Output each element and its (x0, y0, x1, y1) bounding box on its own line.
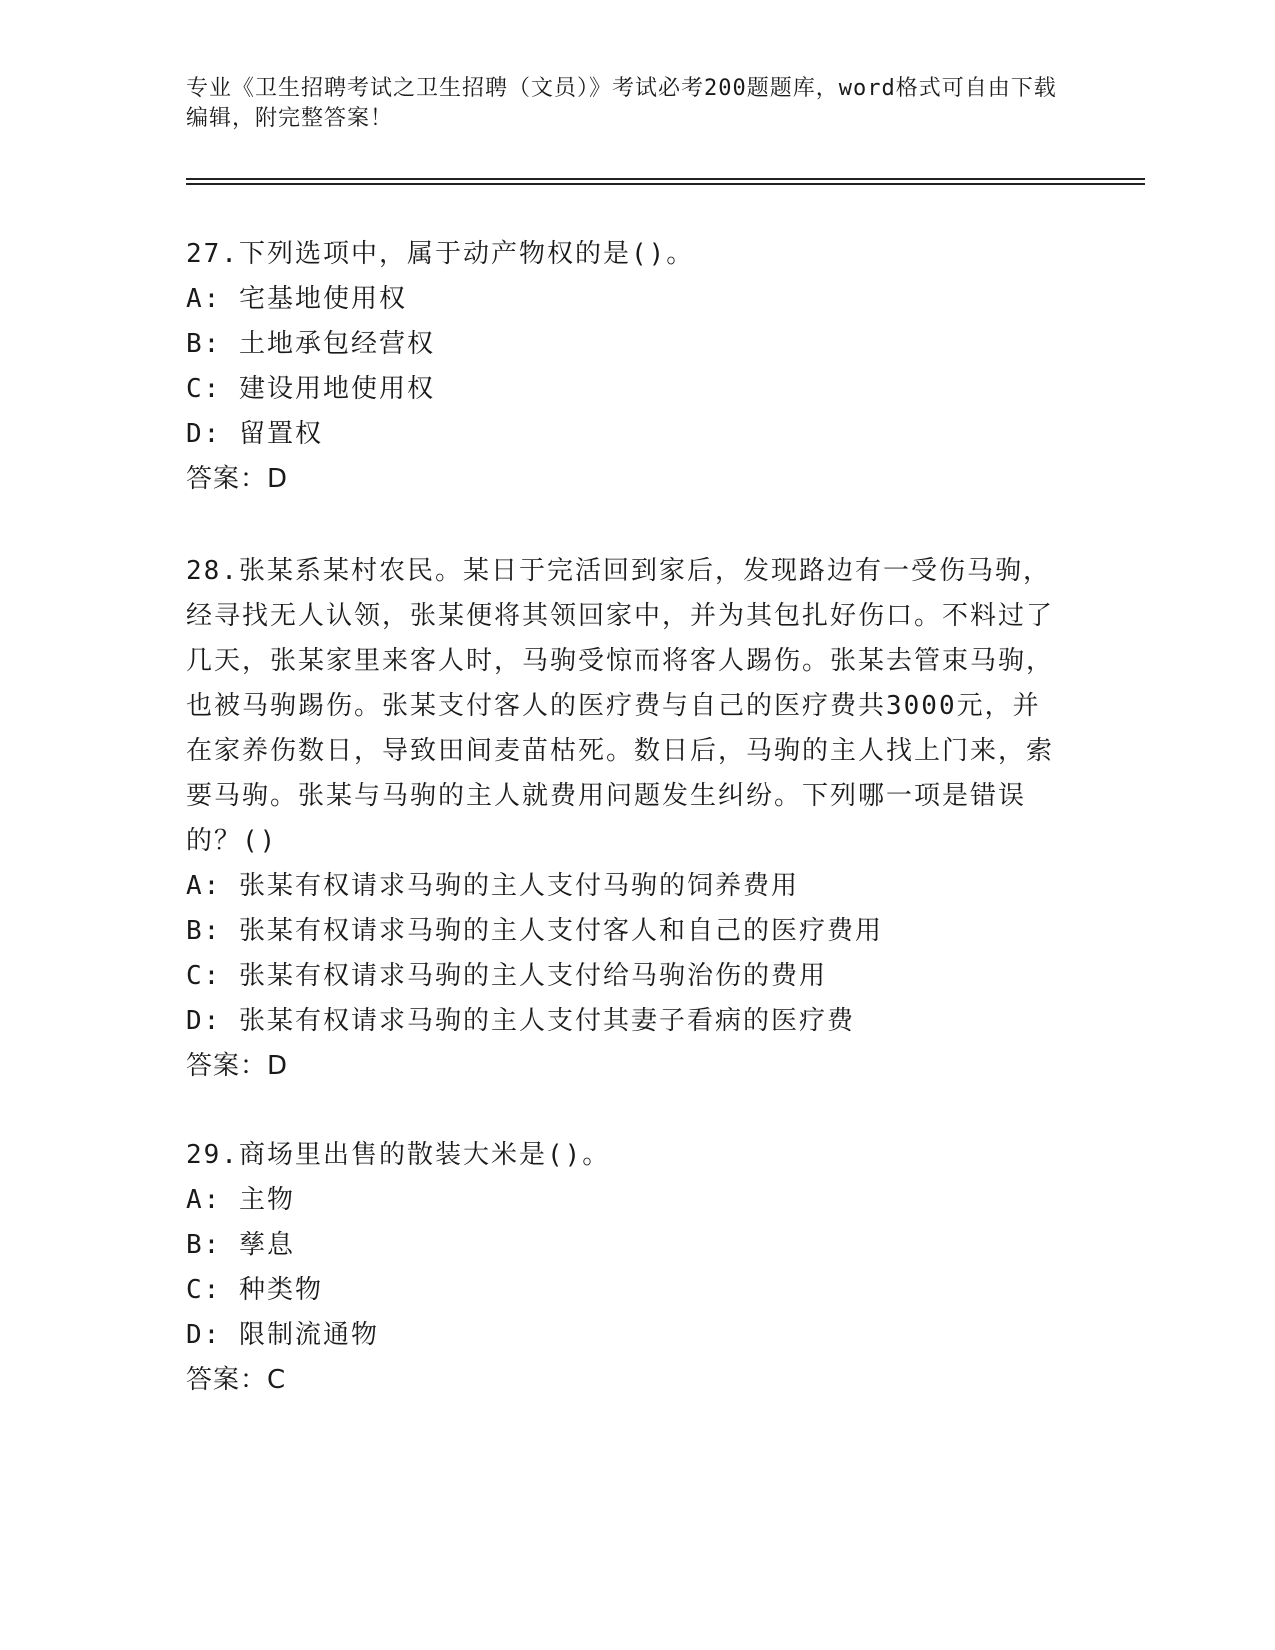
question-stem: 28.张某系某村农民。某日于完活回到家后，发现路边有一受伤马驹，经寻找无人认领，张某便将其领回家中，并为其包扎好伤口。不料过了几天，张某家里来客人时，马驹受惊而将客人踢伤。张某去管束马驹，也被马驹踢伤。张某支付客人的医疗费与自己的医疗费共3000元，并在家养伤数日，导致田间麦苗枯死。数日后，马驹的主人找上门来，索要马驹。张某与马驹的主人就费用问题发生纠纷。下列哪一项是错误的？() (186, 556, 1055, 856)
option-d: D: 留置权 (186, 419, 323, 449)
option-b: B: 土地承包经营权 (186, 329, 435, 359)
question-stem: 27.下列选项中，属于动产物权的是()。 (186, 239, 695, 269)
option-d: D: 张某有权请求马驹的主人支付其妻子看病的医疗费 (186, 1006, 855, 1036)
answer-label: 答案：D (186, 1051, 289, 1081)
header-divider-top (186, 178, 1145, 180)
question-stem: 29.商场里出售的散装大米是()。 (186, 1140, 611, 1170)
question-27 (186, 232, 1086, 502)
answer-label: 答案：C (186, 1365, 287, 1395)
question-28 (186, 549, 1086, 1089)
option-b: B: 孳息 (186, 1230, 295, 1260)
document-header: 专业《卫生招聘考试之卫生招聘（文员）》考试必考200题题库，word格式可自由下载编辑，附完整答案！ (186, 76, 1057, 131)
option-a: A: 主物 (186, 1185, 295, 1215)
option-c: C: 张某有权请求马驹的主人支付给马驹治伤的费用 (186, 961, 827, 991)
header-divider-bottom (186, 183, 1145, 185)
option-b: B: 张某有权请求马驹的主人支付客人和自己的医疗费用 (186, 916, 883, 946)
question-29 (186, 1133, 1086, 1403)
option-a: A: 宅基地使用权 (186, 284, 407, 314)
option-a: A: 张某有权请求马驹的主人支付马驹的饲养费用 (186, 871, 799, 901)
option-c: C: 建设用地使用权 (186, 374, 435, 404)
answer-label: 答案：D (186, 464, 289, 494)
option-d: D: 限制流通物 (186, 1320, 379, 1350)
option-c: C: 种类物 (186, 1275, 323, 1305)
